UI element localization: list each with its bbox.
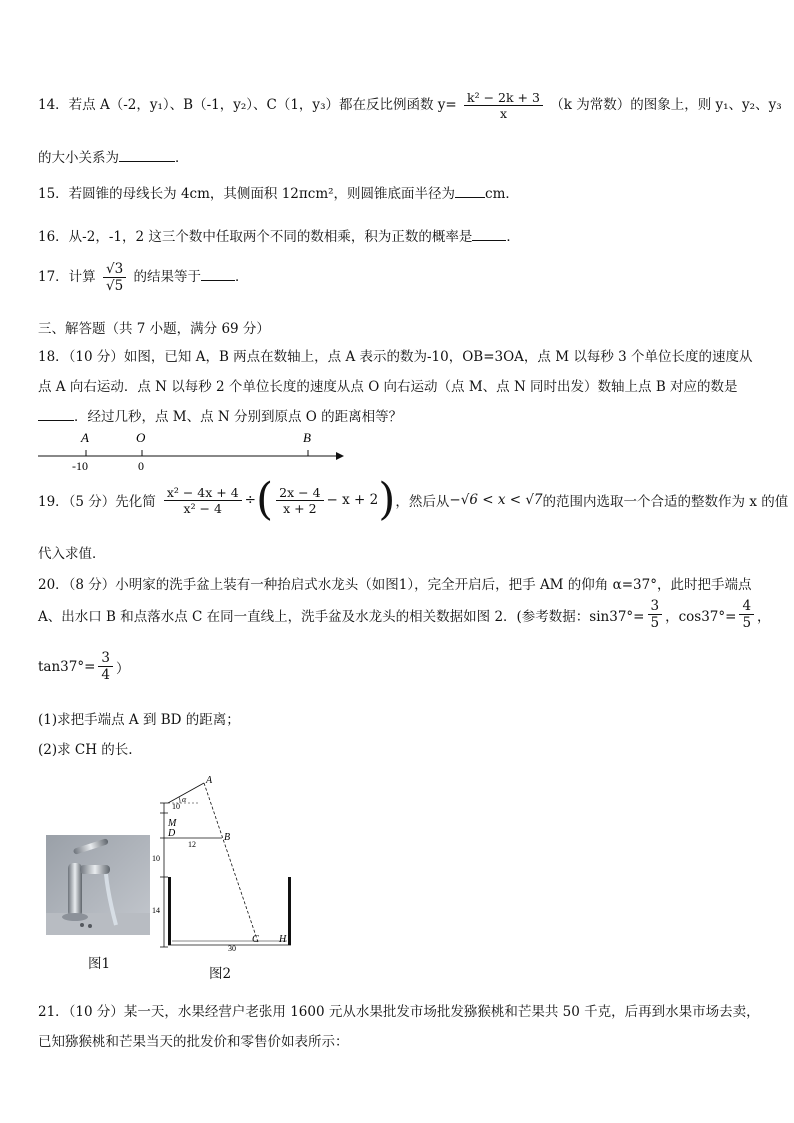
question-18-line3 — [38, 405, 402, 425]
answer-blank — [472, 228, 506, 241]
faucet-photo — [46, 835, 150, 935]
dim-basin-h: 14 — [152, 906, 160, 915]
figure-2-caption: 图2 — [209, 966, 232, 982]
q17-frac-den: √5 — [105, 278, 124, 295]
question-19-line2: 代入求值． — [38, 546, 106, 562]
answer-blank — [119, 149, 175, 162]
q19-f1-num: x² − 4x + 4 — [164, 485, 242, 501]
q20-line2-prefix: A、出水口 B 和点落水点 C 在同一直线上，洗手盆及水龙头的相关数据如图 2．(参考数据：sin37°= — [38, 608, 645, 625]
tan-num: 3 — [98, 650, 113, 667]
right-paren: ) — [378, 474, 396, 525]
label-b: B — [303, 430, 311, 445]
tan-end: ） — [116, 660, 130, 677]
q19-f2-den: x + 2 — [283, 500, 317, 516]
q19-fraction-2 — [276, 485, 323, 516]
answer-blank — [201, 268, 235, 281]
faucet-diagram — [150, 775, 300, 957]
question-21-line1: 21．（10 分）某一天，水果经营户老张用 1600 元从水果批发市场批发猕猴桃和芒果共 50 千克，后再到水果市场去卖， — [38, 1004, 760, 1020]
sin-fraction — [648, 598, 663, 631]
label-m: M — [168, 818, 177, 829]
q14-fraction — [464, 90, 543, 121]
tan-fraction — [98, 650, 113, 683]
question-15 — [38, 182, 519, 202]
question-19 — [38, 474, 789, 525]
q17-suffix: 的结果等于 — [133, 269, 201, 286]
dim-am: 10 — [172, 802, 180, 811]
answer-blank — [38, 408, 74, 421]
question-20-sub2: (2)求 CH 的长. — [38, 742, 133, 758]
label-c: C — [252, 934, 259, 945]
tan-den: 4 — [101, 667, 111, 684]
label-d: D — [168, 828, 176, 839]
q19-f1-den: x² − 4 — [183, 500, 222, 516]
label-b: B — [224, 832, 231, 843]
label-a: A — [81, 430, 89, 445]
q19-prefix: 19．（5 分）先化简 — [38, 494, 156, 510]
cos-fraction — [739, 598, 754, 631]
question-20-sub1: (1)求把手端点 A 到 BD 的距离； — [38, 712, 240, 728]
label-alpha: α — [182, 795, 187, 804]
cos-den: 5 — [742, 615, 752, 632]
question-18-line1: 18．（10 分）如图，已知 A，B 两点在数轴上，点 A 表示的数为-10，OB=3OA，点 M 以每秒 3 个单位长度的速度从 — [38, 349, 753, 365]
tick-label-0: 0 — [138, 459, 144, 472]
basin-left-wall — [168, 877, 171, 945]
dim-db: 12 — [188, 840, 196, 849]
question-14-line2 — [38, 146, 189, 166]
question-21-line2: 已知猕猴桃和芒果当天的批发价和零售价如表所示： — [38, 1034, 349, 1050]
tan-label: tan37°= — [38, 658, 96, 675]
q17-frac-num: √3 — [103, 261, 126, 278]
section-title: 三、解答题（共 7 小题，满分 69 分） — [38, 321, 270, 337]
water-line-abc — [204, 783, 258, 942]
q19-f2-num: 2x − 4 — [276, 485, 323, 501]
q17-prefix: 17．计算 — [38, 269, 96, 286]
cos-num: 4 — [739, 598, 754, 615]
dim-basin-w: 30 — [228, 944, 236, 953]
question-18-line2: 点 A 向右运动．点 N 以每秒 2 个单位长度的速度从点 O 向右运动（点 M、点 N 同时出发）数轴上点 B 对应的数是 — [38, 379, 738, 395]
question-20-line2 — [38, 598, 771, 631]
sin-num: 3 — [648, 598, 663, 615]
q14-frac-num: k² − 2k + 3 — [464, 90, 543, 106]
q14-end: ． — [175, 150, 189, 166]
label-o: O — [136, 430, 146, 445]
q16-text: 16．从-2，-1，2 这三个数中任取两个不同的数相乘，积为正数的概率是 — [38, 229, 473, 245]
q16-end: ． — [506, 229, 520, 245]
q14-frac-den: x — [499, 106, 507, 121]
sin-den: 5 — [650, 615, 660, 632]
answer-blank — [455, 185, 485, 198]
question-20-line3 — [38, 650, 130, 683]
q18-line3: ．经过几秒，点 M、点 N 分别到原点 O 的距离相等？ — [74, 409, 403, 425]
q19-rest: − x + 2 — [326, 492, 379, 508]
q19-mid: ，然后从 — [395, 494, 450, 510]
q14-line2: 的大小关系为 — [38, 150, 119, 166]
q15-text: 15．若圆锥的母线长为 4cm，其侧面积 12πcm²，则圆锥底面半径为 — [38, 186, 456, 202]
q14-suffix: （k 为常数）的图象上，则 y₁、y₂、y₃ — [550, 97, 782, 113]
q19-fraction-1 — [164, 485, 242, 516]
q17-fraction — [103, 261, 126, 294]
q20-line2-end: ， — [757, 608, 771, 625]
dim-vert: 10 — [152, 854, 160, 863]
q17-end: ． — [234, 269, 249, 286]
question-16 — [38, 225, 520, 245]
left-paren: ( — [255, 474, 274, 525]
number-line-figure — [36, 428, 346, 472]
q19-range: −√6 < x < √7 — [449, 492, 543, 508]
question-20-line1: 20．（8 分）小明家的洗手盆上装有一种抬启式水龙头（如图1），完全开启后，把手 AM 的仰角 α=37°，此时把手端点 — [38, 577, 752, 593]
q19-div: ÷ — [244, 492, 256, 508]
label-h: H — [279, 934, 287, 945]
label-a: A — [206, 775, 213, 786]
arrow-right-icon — [336, 452, 344, 460]
tick-label-neg10: -10 — [72, 459, 88, 472]
figure-1-caption: 图1 — [88, 956, 111, 972]
q14-prefix: 14．若点 A（-2，y₁）、B（-1，y₂）、C（1，y₃）都在反比例函数 y= — [38, 97, 457, 113]
basin-right-wall — [288, 877, 291, 945]
cos-label: ，cos37°= — [665, 608, 737, 625]
q15-end: cm． — [485, 186, 519, 202]
q19-suffix: 的范围内选取一个合适的整数作为 x 的值 — [542, 494, 789, 510]
question-17 — [38, 261, 248, 294]
question-14 — [38, 90, 782, 121]
